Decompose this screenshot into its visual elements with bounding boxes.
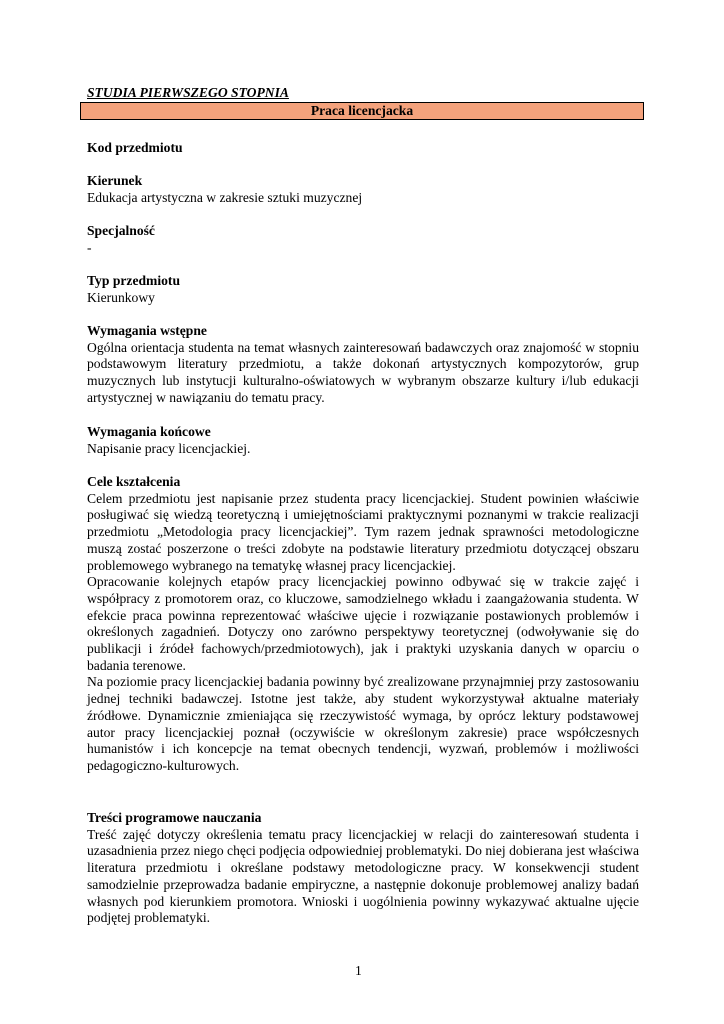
section-heading: Cele kształcenia	[87, 474, 181, 489]
section-text: Napisanie pracy licencjackiej.	[87, 440, 251, 456]
section-heading: Typ przedmiotu	[87, 273, 181, 288]
course-title-banner: Praca licencjacka	[80, 102, 644, 120]
section-course-code	[87, 140, 639, 157]
section-text: Edukacja artystyczna w zakresie sztuki muzycznej	[87, 189, 363, 205]
section-specialization	[87, 223, 639, 256]
study-level-title: STUDIA PIERWSZEGO STOPNIA	[87, 85, 289, 100]
goals-paragraph: Celem przedmiotu jest napisanie przez studenta pracy licencjackiej. Student powinien właściwie posługiwać się wiedzą teoretyczną i umiejętnościami praktycznymi poznanymi w trakcie realizacji przedmiotu „Metodologia pracy licencjackiej”. Tym razem jednak sprawności metodologiczne muszą zostać poszerzone o treści zdobyte na podstawie literatury przedmiotu dotyczącej obszaru problemowego wybranego na tematykę własnej pracy licencjackiej.	[87, 490, 639, 573]
goals-paragraph: Na poziomie pracy licencjackiej badania powinny być zrealizowane przynajmniej przy zastosowaniu jednej techniki badawczej. Istotne jest także, aby student wykorzystywał aktualne materiały źródłowe. Dynamicznie zmieniająca się rzeczywistość wymaga, by oprócz lektury podstawowej autor pracy licencjackiej poznał (oczywiście w określonym zakresie) prace współczesnych humanistów i ich koncepcje na temat obecnych tendencji, wyzwań, problemów i możliwości pedagogiczno-kulturowych.	[87, 674, 639, 773]
section-field-of-study	[87, 173, 639, 206]
section-final-requirements	[87, 424, 639, 457]
section-heading: Kierunek	[87, 173, 143, 188]
page-number: 1	[355, 963, 362, 978]
section-heading: Wymagania wstępne	[87, 323, 207, 338]
section-learning-goals	[87, 474, 639, 775]
section-heading: Treści programowe nauczania	[87, 810, 262, 825]
section-prerequisites	[87, 323, 639, 407]
section-text: Treść zajęć dotyczy określenia tematu pracy licencjackiej w relacji do zainteresowań studenta i uzasadnienia przez niego chęci podjęcia odpowiedniej problematyki. Do niej dobierana jest właściwa literatura przedmiotu i określane podstawy metodologiczne pracy. W konsekwencji student samodzielnie przeprowadza badanie empiryczne, a następnie dokonuje problemowej analizy badań własnych pod kierunkiem promotora. Wnioski i uogólnienia powinny wykazywać aktualne ujęcie podjętej problematyki.	[87, 826, 639, 926]
section-course-type	[87, 273, 639, 306]
section-text: Kierunkowy	[87, 289, 155, 305]
section-text: -	[87, 239, 92, 255]
section-text: Ogólna orientacja studenta na temat własnych zainteresowań badawczych oraz znajomość w stopniu podstawowym literatury przedmiotu, a także dokonań artystycznych kompozytorów, grup muzycznych lub instytucji kulturalno-oświatowych w wybranym obszarze kultury i/lub edukacji artystycznej w nawiązaniu do tematu pracy.	[87, 339, 639, 405]
section-heading: Kod przedmiotu	[87, 140, 183, 155]
section-heading: Specjalność	[87, 223, 155, 238]
section-program-content	[87, 810, 639, 927]
section-heading: Wymagania końcowe	[87, 424, 211, 439]
goals-paragraph: Opracowanie kolejnych etapów pracy licencjackiej powinno odbywać się w trakcie zajęć i współpracy z promotorem oraz, co kluczowe, samodzielnego wkładu i zaangażowania studenta. W efekcie praca powinna reprezentować właściwe ujęcie i rozwiązanie postawionych problemów i określonych zagadnień. Dotyczy ono zarówno perspektywy teoretycznej (odwoływanie się do publikacji i źródeł fachowych/przedmiotowych), jak i praktyki uzyskania danych w oparciu o badania terenowe.	[87, 574, 639, 673]
